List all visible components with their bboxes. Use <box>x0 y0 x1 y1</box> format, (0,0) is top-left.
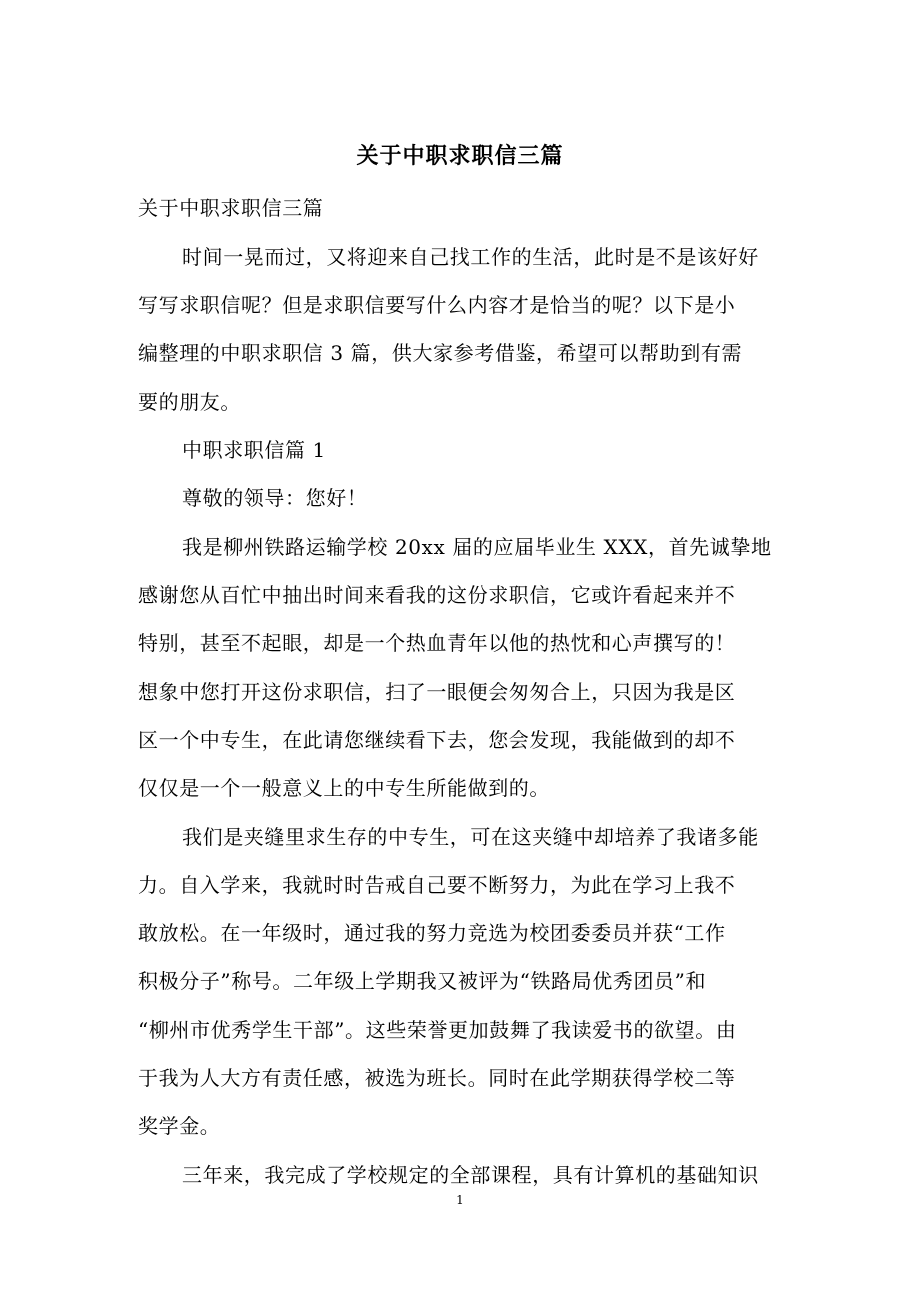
text-line: 特别，甚至不起眼，却是一个热血青年以他的热忱和心声撰写的！ <box>138 631 736 655</box>
salutation: 尊敬的领导：您好！ <box>182 486 368 510</box>
document-title: 关于中职求职信三篇 <box>356 143 564 169</box>
text-line: 关于中职求职信三篇 <box>138 196 324 220</box>
text-line: 积极分子”称号。二年级上学期我又被评为“铁路局优秀团员”和 <box>138 969 707 993</box>
text-line: 我们是夹缝里求生存的中专生，可在这夹缝中却培养了我诸多能 <box>182 825 759 849</box>
text-line: 仅仅是一个一般意义上的中专生所能做到的。 <box>138 776 550 800</box>
text-line: 敢放松。在一年级时，通过我的努力竞选为校团委委员并获“工作 <box>138 921 726 945</box>
text-line: “柳州市优秀学生干部”。这些荣誉更加鼓舞了我读爱书的欲望。由 <box>138 1018 737 1042</box>
text-line: 想象中您打开这份求职信，扫了一眼便会匆匆合上，只因为我是区 <box>138 680 736 704</box>
text-line: 于我为人大方有责任感，被选为班长。同时在此学期获得学校二等 <box>138 1066 736 1090</box>
text-line: 感谢您从百忙中抽出时间来看我的这份求职信，它或许看起来并不 <box>138 583 736 607</box>
text-line: 三年来，我完成了学校规定的全部课程，具有计算机的基础知识 <box>182 1163 759 1187</box>
text-line: 区一个中专生，在此请您继续看下去，您会发现，我能做到的却不 <box>138 728 736 752</box>
text-line: 编整理的中职求职信 3 篇，供大家参考借鉴，希望可以帮助到有需 <box>138 341 743 365</box>
text-line: 我是柳州铁路运输学校 20xx 届的应届毕业生 XXX，首先诚挚地 <box>182 535 772 559</box>
text-line: 要的朋友。 <box>138 390 241 414</box>
text-line: 力。自入学来，我就时时告戒自己要不断努力，为此在学习上我不 <box>138 873 736 897</box>
text-line: 奖学金。 <box>138 1114 221 1138</box>
section-heading: 中职求职信篇 1 <box>182 438 326 462</box>
text-line: 写写求职信呢？但是求职信要写什么内容才是恰当的呢？以下是小 <box>138 293 736 317</box>
text-line: 时间一晃而过，又将迎来自己找工作的生活，此时是不是该好好 <box>182 245 759 269</box>
page-number: 1 <box>456 1193 464 1207</box>
